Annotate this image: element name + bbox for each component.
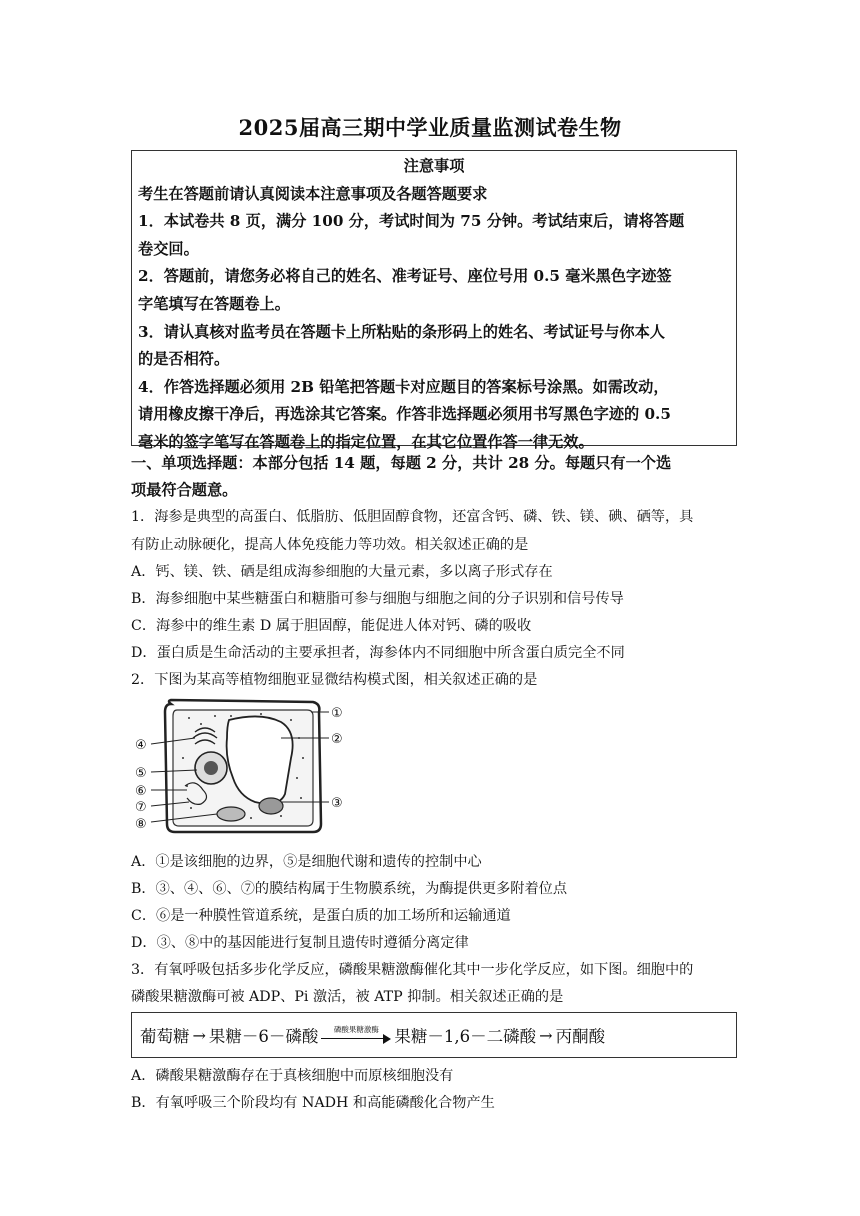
label-8: ⑧	[135, 817, 147, 832]
notice-heading: 注意事项	[403, 157, 465, 175]
label-3: ③	[331, 796, 343, 811]
plant-cell-diagram	[131, 698, 351, 840]
arrow-icon: →	[539, 1025, 553, 1045]
exam-title: 2025届高三期中学业质量监测试卷生物	[238, 115, 622, 140]
label-2: ②	[331, 732, 343, 747]
q1-stem-cont: 有防止动脉硬化，提高人体免疫能力等功效。相关叙述正确的是	[131, 537, 529, 553]
q3-stem-cont: 磷酸果糖激酶可被 ADP、Pi 激活，被 ATP 抑制。相关叙述正确的是	[131, 989, 564, 1005]
notice-line: 卷交回。	[138, 239, 199, 258]
q1-option-a: A．钙、镁、铁、硒是组成海参细胞的大量元素，多以离子形式存在	[131, 564, 553, 580]
substrate-glucose: 葡萄糖	[140, 1027, 190, 1046]
q1-option-c: C．海参中的维生素 D 属于胆固醇，能促进人体对钙、磷的吸收	[131, 618, 532, 634]
substrate-f6p: 果糖－6－磷酸	[208, 1027, 319, 1046]
q2-option-b: B．③、④、⑥、⑦的膜结构属于生物膜系统，为酶提供更多附着位点	[131, 881, 568, 897]
label-7: ⑦	[135, 800, 147, 815]
q3-stem: 3．有氧呼吸包括多步化学反应，磷酸果糖激酶催化其中一步化学反应，如下图。细胞中的	[131, 962, 694, 978]
notice-line: 毫米的签字笔写在答题卷上的指定位置，在其它位置作答一律无效。	[138, 432, 594, 451]
label-4: ④	[135, 738, 147, 753]
substrate-f16bp: 果糖－1,6－二磷酸	[394, 1027, 537, 1046]
q1-option-d: D．蛋白质是生命活动的主要承担者，海参体内不同细胞中所含蛋白质完全不同	[131, 645, 625, 661]
q2-option-c: C．⑥是一种膜性管道系统，是蛋白质的加工场所和运输通道	[131, 908, 511, 924]
q2-stem: 2．下图为某高等植物细胞亚显微结构模式图，相关叙述正确的是	[131, 672, 538, 688]
notice-line: 的是否相符。	[138, 350, 230, 369]
notice-box	[131, 150, 737, 451]
long-arrow-icon	[321, 1034, 391, 1044]
notice-line: 考生在答题前请认真阅读本注意事项及各题答题要求	[138, 184, 488, 203]
enzyme-arrow	[321, 1026, 391, 1044]
section-heading: 一、单项选择题：本部分包括 14 题，每题 2 分，共计 28 分。每题只有一个选	[131, 454, 672, 472]
enzyme-label: 磷酸果糖激酶	[333, 1025, 379, 1034]
label-5: ⑤	[135, 766, 147, 781]
label-1: ①	[331, 706, 343, 721]
label-6: ⑥	[135, 784, 147, 799]
q1-stem: 1．海参是典型的高蛋白、低脂肪、低胆固醇食物，还富含钙、磷、铁、镁、碘、硒等，具	[131, 509, 694, 525]
arrow-icon: →	[192, 1025, 206, 1045]
notice-line: 2．答题前，请您务必将自己的姓名、准考证号、座位号用 0.5 毫米黑色字迹签	[138, 267, 672, 286]
notice-line: 4．作答选择题必须用 2B 铅笔把答题卡对应题目的答案标号涂黑。如需改动，	[138, 377, 669, 396]
notice-line: 请用橡皮擦干净后，再选涂其它答案。作答非选择题必须用书写黑色字迹的 0.5	[138, 405, 671, 424]
product-pyruvate: 丙酮酸	[555, 1027, 606, 1046]
section-heading-cont: 项最符合题意。	[131, 481, 238, 499]
q3-option-b: B．有氧呼吸三个阶段均有 NADH 和高能磷酸化合物产生	[131, 1095, 495, 1111]
reaction-flow-box	[131, 1012, 737, 1058]
notice-line: 字笔填写在答题卷上。	[138, 294, 290, 313]
notice-line: 3．请认真核对监考员在答题卡上所粘贴的条形码上的姓名、考试证号与你本人	[138, 322, 665, 341]
q2-option-a: A．①是该细胞的边界，⑤是细胞代谢和遗传的控制中心	[131, 854, 482, 870]
q1-option-b: B．海参细胞中某些糖蛋白和糖脂可参与细胞与细胞之间的分子识别和信号传导	[131, 591, 624, 607]
q3-option-a: A．磷酸果糖激酶存在于真核细胞中而原核细胞没有	[131, 1068, 454, 1084]
q2-option-d: D．③、⑧中的基因能进行复制且遗传时遵循分离定律	[131, 935, 469, 951]
notice-line: 1．本试卷共 8 页，满分 100 分，考试时间为 75 分钟。考试结束后，请将答题	[138, 212, 685, 231]
